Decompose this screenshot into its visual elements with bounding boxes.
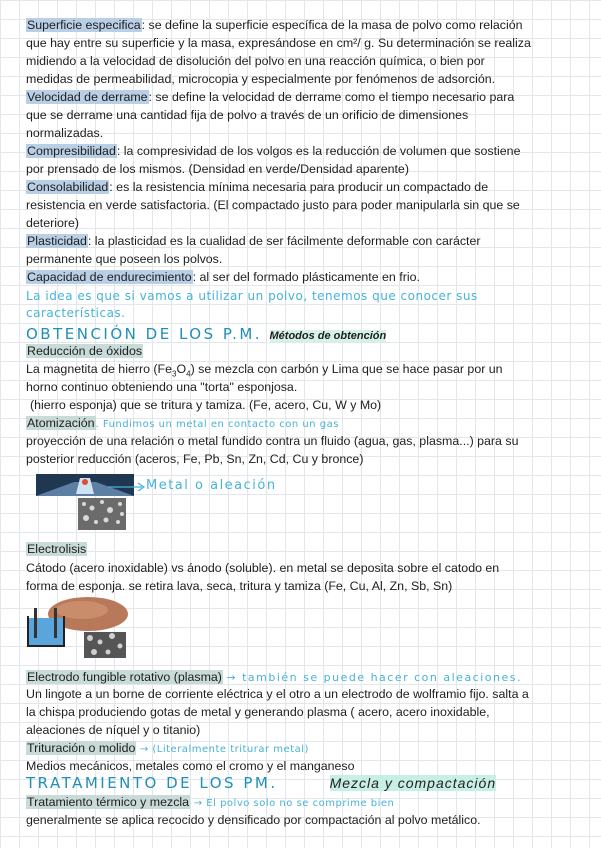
- def-superficie-line-3: midiendo a la velocidad de disolución del polvo en una reacción química, o bien por: [26, 54, 485, 68]
- electrolisis-illustration: [24, 596, 130, 660]
- trituracion-heading-line: [26, 740, 309, 758]
- electrolisis-line-2: forma de esponja. se retira lava, seca, tritura y tamiza (Fe, Cu, Al, Zn, Sb, Sn): [26, 579, 453, 593]
- electrodo-line-3: aleaciones de níquel y o titanio): [26, 723, 201, 737]
- atomizacion-note: . Fundimos un metal en contacto con un gas: [95, 419, 339, 430]
- def-superficie-line-2: que hay entre su superficie y la masa, expresándose en cm²/ g. Su determinación se realiza: [26, 36, 531, 50]
- atomizacion-line-2: posterior reducción (aceros, Fe, Pb, Sn, Zn, Cd, Cu y bronce): [26, 452, 364, 466]
- electrodo-line-1: Un lingote a un borne de corriente eléctrica y el otro a un electrodo de wolframio fijo. salta a: [26, 687, 529, 701]
- atomizacion-fig-note: Metal o aleación: [146, 478, 277, 493]
- handwritten-note-line-1: La idea es que si vamos a utilizar un polvo, tenemos que conocer sus: [26, 289, 478, 303]
- reduccion-line-1: La magnetita de hierro $(Fe_3O_4)$ se mezcla con carbón y Lima que se hace pasar por un: [26, 362, 503, 379]
- trituracion-line-1: Medios mecánicos, metales como el cromo y el manganeso: [26, 759, 355, 773]
- def-velocidad-line-3: normalizadas.: [26, 126, 104, 140]
- tratamiento-title-sub: Mezcla y compactación: [329, 775, 497, 791]
- atomizacion-heading: Atomización: [27, 416, 95, 430]
- tratamiento-heading: Tratamiento térmico y mezcla: [27, 795, 190, 809]
- electrodo-heading-line: [26, 669, 522, 686]
- trituracion-heading: Trituración o molido: [27, 741, 136, 755]
- electrodo-line-2: la chispa produciendo gotas de metal y generando plasma ( acero, acero inoxidable,: [26, 705, 490, 719]
- tratamiento-title: [26, 775, 496, 792]
- electrodo-note: → también se puede hacer con aleaciones.: [226, 671, 522, 684]
- electrolisis-heading: Electrolisis: [27, 542, 87, 556]
- def-compresibilidad-line-2: por prensado de los mismos. (Densidad en verde/Densidad aparente): [26, 162, 409, 176]
- arrow-icon: [108, 478, 148, 488]
- term-velocidad: Velocidad de derrame: [27, 90, 148, 104]
- obtencion-title: [26, 326, 386, 344]
- def-compresibilidad-line-1: Compresibilidad: la compresividad de los volgos es la reducción de volumen que sostiene: [27, 144, 521, 158]
- term-superficie: Superficie especifica: [27, 18, 141, 32]
- tratamiento-heading-line: [26, 794, 394, 812]
- trituracion-note: → (Literalmente triturar metal): [139, 744, 309, 755]
- atomizacion-line-1: proyección de una relación o metal fundido contra un fluido (agua, gas, plasma...) para su: [26, 434, 519, 448]
- handwritten-note-line-2: características.: [26, 306, 126, 320]
- def-consolabilidad-line-1: Consolabilidad: es la resistencia mínima necesaria para producir un compactado de: [27, 180, 489, 194]
- def-superficie-line-1: Superficie especifica: se define la superficie específica de la masa de polvo como relación: [27, 18, 523, 32]
- electrolysis-figure-icon: [24, 596, 130, 660]
- def-plasticidad-line-2: permanente que poseen los polvos.: [26, 252, 223, 266]
- def-velocidad-line-1: Velocidad de derrame: se define la velocidad de derrame como el tiempo necesario para: [27, 90, 515, 104]
- tratamiento-title-main: TRATAMIENTO DE LOS PM.: [26, 774, 278, 792]
- tratamiento-line-1: generalmente se aplica recocido y densificado por compactación al polvo metálico.: [26, 813, 481, 827]
- reduccion-line-2: horno continuo obteniendo una "torta" esponjosa.: [26, 380, 298, 394]
- term-plasticidad: Plasticidad: [27, 234, 87, 248]
- term-compresibilidad: Compresibilidad: [27, 144, 116, 158]
- obtencion-title-sub: Métodos de obtención: [269, 330, 387, 342]
- tratamiento-note: → El polvo solo no se comprime bien: [190, 798, 395, 809]
- atomizacion-heading-line: [26, 415, 339, 433]
- def-plasticidad-line-1: Plasticidad: la plasticidad es la cualidad de ser fácilmente deformable con carácter: [27, 234, 481, 248]
- def-capacidad-line-1: Capacidad de endurecimiento: al ser del formado plásticamente en frio.: [27, 270, 420, 284]
- term-consolabilidad: Consolabilidad: [27, 180, 109, 194]
- obtencion-title-main: OBTENCIÓN DE LOS P.M.: [26, 325, 263, 343]
- reduccion-heading: Reducción de óxidos: [27, 344, 143, 358]
- electrolisis-line-1: Cátodo (acero inoxidable) vs ánodo (soluble). en metal se deposita sobre el catodo en: [26, 561, 500, 575]
- def-consolabilidad-line-3: deteriore): [26, 216, 80, 230]
- def-consolabilidad-line-2: resistencia en verde satisfactoria. (El compactado justo para poder manipularla sin que se: [26, 198, 520, 212]
- electrodo-heading: Electrodo fungible rotativo (plasma): [27, 670, 222, 684]
- def-superficie-line-4: medidas de permeabilidad, microcopia y especialmente por fenómenos de adsorción.: [26, 72, 496, 86]
- def-velocidad-line-2: que se derrame una cantidad fija de polvo a través de un orificio de dimensiones: [26, 108, 469, 122]
- term-capacidad: Capacidad de endurecimiento: [27, 270, 192, 284]
- reduccion-line-3: (hierro esponja) que se tritura y tamiza. (Fe, acero, Cu, W y Mo): [30, 398, 382, 412]
